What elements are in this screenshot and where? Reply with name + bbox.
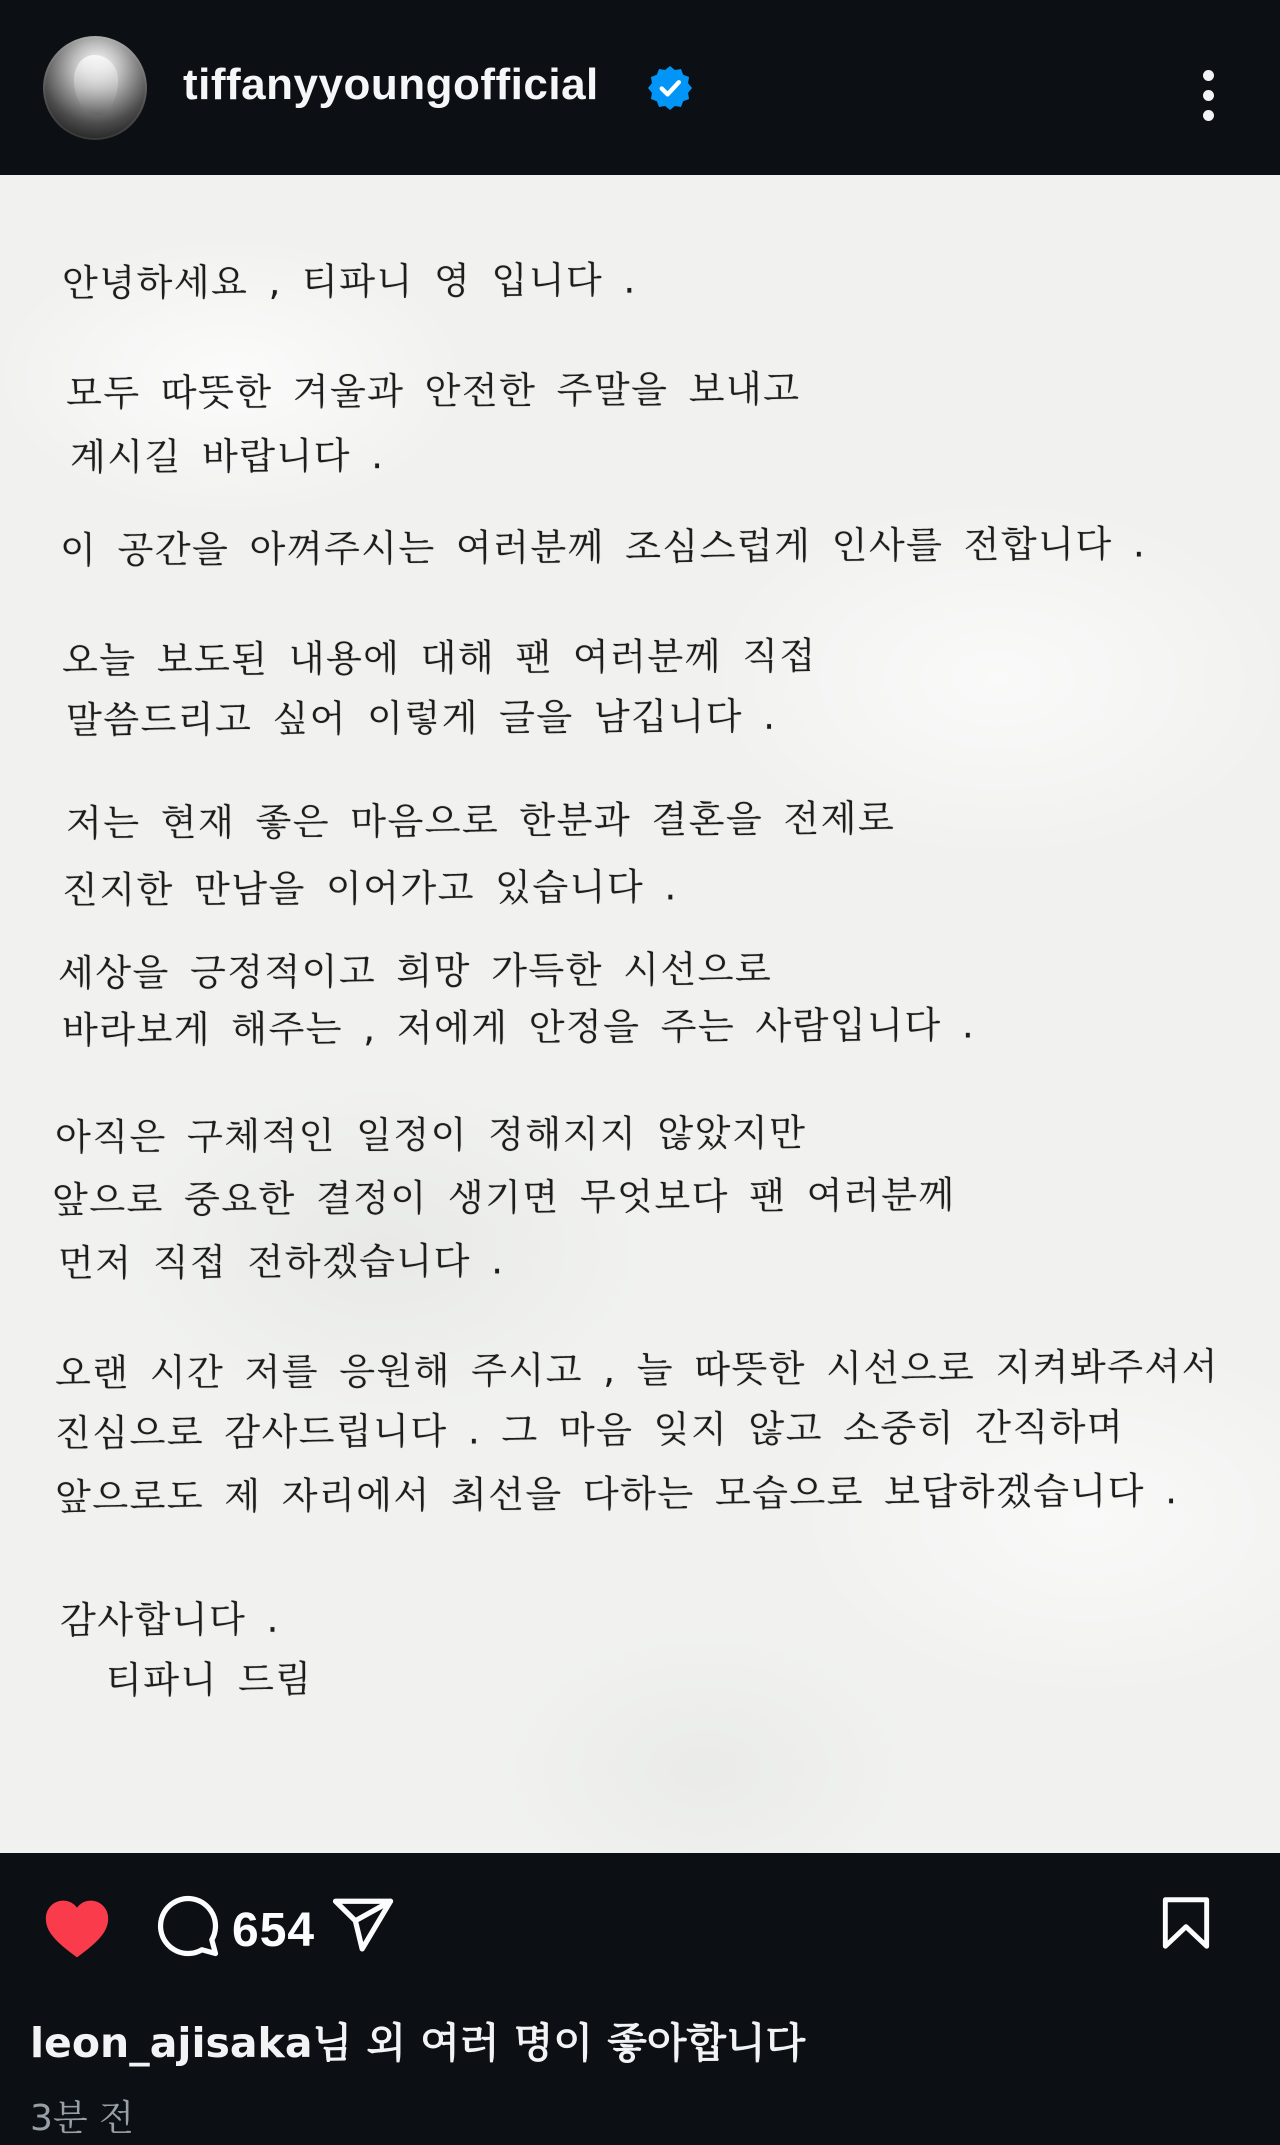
timestamp: 3분 전 xyxy=(30,2098,134,2139)
avatar[interactable] xyxy=(43,36,147,140)
letter-line: 아직은 구체적인 일정이 정해지지 않았지만 xyxy=(54,1111,807,1159)
username[interactable]: tiffanyyoungofficial xyxy=(183,60,599,109)
letter-line: 먼저 직접 전하겠습니다 . xyxy=(57,1239,505,1285)
letter-line: 바라보게 해주는 , 저에게 안정을 주는 사람입니다 . xyxy=(61,1003,976,1052)
letter-line: 오랜 시간 저를 응원해 주시고 , 늘 따뜻한 시선으로 지켜봐주셔서 xyxy=(54,1344,1220,1395)
post-image-letter[interactable] xyxy=(0,175,1280,1853)
post-header xyxy=(0,0,1280,175)
letter-line: 세상을 긍정적이고 희망 가득한 시선으로 xyxy=(57,947,773,995)
letter-line: 앞으로도 제 자리에서 최선을 다하는 모습으로 보답하겠습니다 . xyxy=(54,1469,1179,1519)
letter-line: 진심으로 감사드립니다 . 그 마음 잊지 않고 소중히 간직하며 xyxy=(54,1405,1125,1455)
bookmark-icon[interactable] xyxy=(1155,1888,1217,1958)
like-heart-icon[interactable] xyxy=(43,1897,111,1961)
comment-icon[interactable] xyxy=(155,1893,221,1959)
letter-line: 앞으로 중요한 결정이 생기면 무엇보다 팬 여러분께 xyxy=(51,1173,956,1222)
more-options-icon[interactable] xyxy=(1199,66,1218,125)
letter-line: 모두 따뜻한 겨울과 안전한 주말을 보내고 xyxy=(65,367,801,415)
liked-by-text[interactable]: leon_ajisaka님 외 여러 명이 좋아합니다 xyxy=(30,2019,806,2067)
letter-line: 안녕하세요 , 티파니 영 입니다 . xyxy=(61,258,637,305)
comment-count[interactable]: 654 xyxy=(232,1904,316,1957)
letter-line: 오늘 보도된 내용에 대해 팬 여러분께 직접 xyxy=(61,634,817,682)
letter-line: 티파니 드림 xyxy=(105,1657,313,1702)
letter-line: 저는 현재 좋은 마음으로 한분과 결혼을 전제로 xyxy=(65,796,896,845)
verified-badge-icon xyxy=(648,66,692,110)
letter-line: 이 공간을 아껴주시는 여러분께 조심스럽게 인사를 전합니다 . xyxy=(59,522,1147,572)
letter-line: 진지한 만남을 이어가고 있습니다 . xyxy=(61,865,678,912)
letter-line: 감사합니다 . xyxy=(59,1597,280,1642)
letter-line: 말씀드리고 싶어 이렇게 글을 남깁니다 . xyxy=(65,694,777,742)
share-paper-plane-icon[interactable] xyxy=(330,1893,396,1959)
letter-line: 계시길 바랍니다 . xyxy=(69,434,385,479)
